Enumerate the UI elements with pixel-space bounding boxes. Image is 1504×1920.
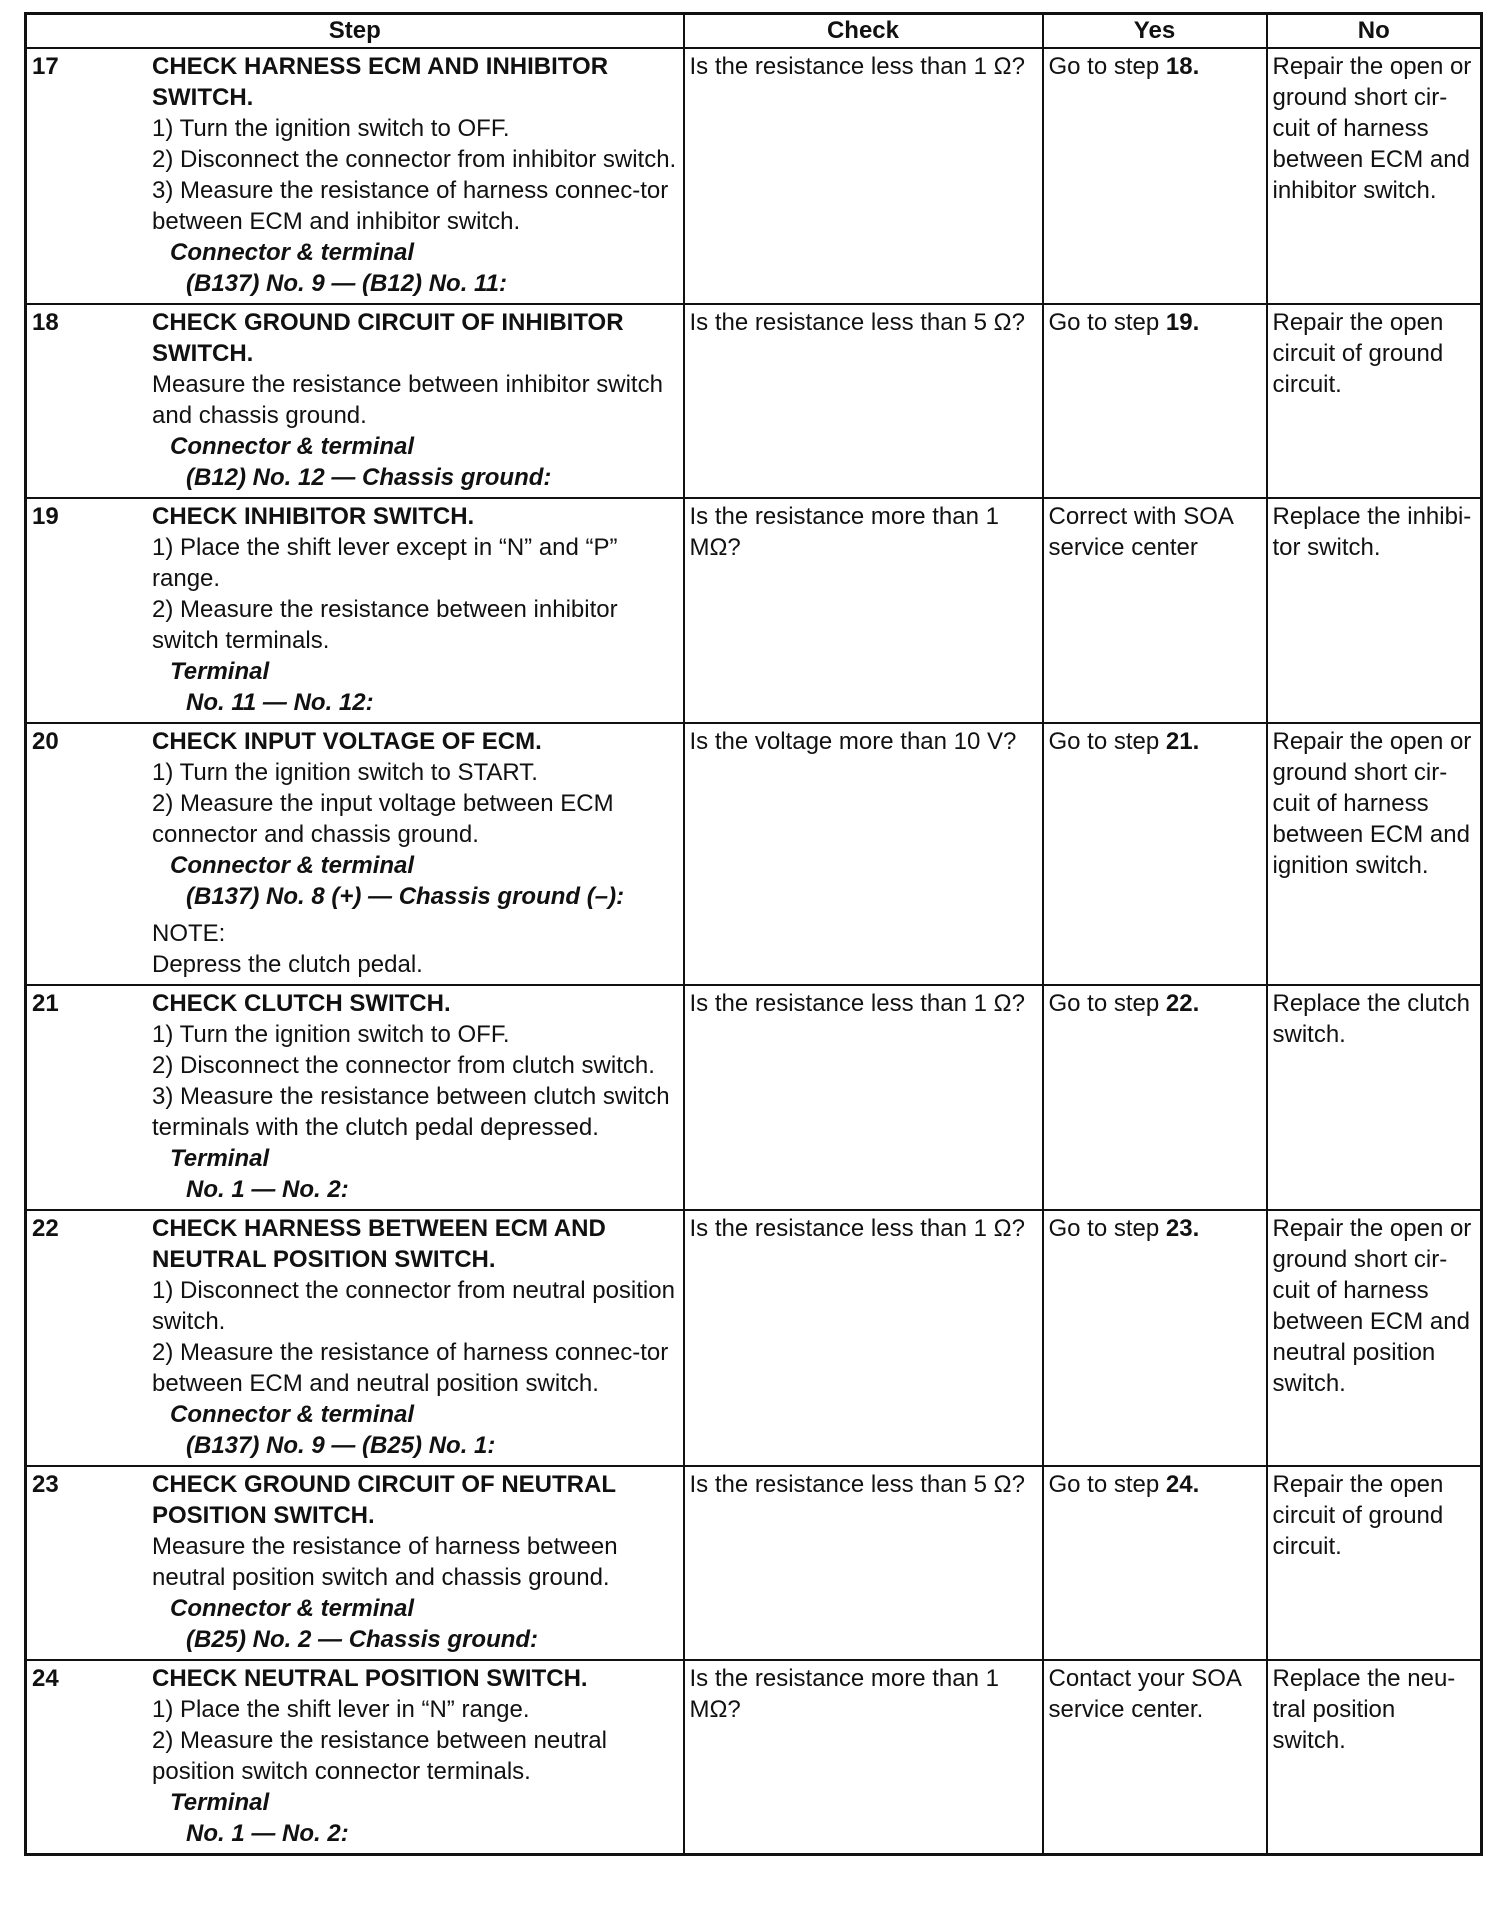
step-number: 22 [32, 1215, 59, 1242]
check-cell: Is the resistance more than 1 MΩ? [684, 498, 1043, 723]
step-cell [26, 1660, 684, 1855]
header-step: Step [26, 14, 684, 49]
table-row [26, 48, 1482, 304]
yes-step-link: 23. [1165, 1215, 1200, 1242]
step-instruction: 2) Disconnect the connector from inhibitor switch. [152, 146, 677, 173]
step-body [152, 988, 678, 1205]
connector-terminal-value: (B12) No. 12 — Chassis ground: [186, 464, 552, 491]
step-title: CHECK GROUND CIRCUIT OF INHIBITOR SWITCH. [152, 309, 624, 367]
connector-label: Terminal [170, 1789, 270, 1816]
header-yes: Yes [1043, 14, 1267, 49]
no-cell: Replace the neu-tral position switch. [1267, 1660, 1482, 1855]
connector-label: Connector & terminal [170, 433, 415, 460]
no-cell: Repair the open circuit of ground circuit. [1267, 304, 1482, 498]
step-body [152, 51, 678, 299]
yes-prefix: Go to step [1048, 309, 1166, 336]
step-title: CHECK INPUT VOLTAGE OF ECM. [152, 728, 542, 755]
step-instruction: 3) Measure the resistance of harness connec-tor between ECM and inhibitor switch. [152, 177, 669, 235]
yes-prefix: Go to step [1048, 990, 1166, 1017]
yes-cell [1043, 48, 1267, 304]
step-instruction: Measure the resistance of harness between neutral position switch and chassis ground. [152, 1533, 618, 1591]
yes-cell [1043, 1466, 1267, 1660]
connector-terminal-value: No. 11 — No. 12: [186, 689, 374, 716]
step-title: CHECK NEUTRAL POSITION SWITCH. [152, 1665, 588, 1692]
yes-cell [1043, 498, 1267, 723]
step-cell [26, 723, 684, 985]
check-cell: Is the resistance less than 1 Ω? [684, 1210, 1043, 1466]
step-instruction: 3) Measure the resistance between clutch switch terminals with the clutch pedal depressed. [152, 1083, 670, 1141]
step-instruction: 1) Turn the ignition switch to OFF. [152, 1021, 510, 1048]
step-number: 20 [32, 728, 59, 755]
table-row [26, 1210, 1482, 1466]
check-cell: Is the voltage more than 10 V? [684, 723, 1043, 985]
yes-text: Correct with SOA service center [1048, 503, 1233, 561]
yes-cell [1043, 985, 1267, 1210]
step-instruction: 1) Turn the ignition switch to START. [152, 759, 538, 786]
note-label: NOTE: [152, 920, 226, 947]
table-row [26, 985, 1482, 1210]
step-number: 17 [32, 53, 59, 80]
no-cell: Repair the open or ground short cir-cuit of harness between ECM and ignition switch. [1267, 723, 1482, 985]
header-no: No [1267, 14, 1482, 49]
yes-cell [1043, 1210, 1267, 1466]
step-cell [26, 1466, 684, 1660]
no-cell: Replace the inhibi-tor switch. [1267, 498, 1482, 723]
connector-terminal-value: (B25) No. 2 — Chassis ground: [186, 1626, 539, 1653]
yes-step-link: 24. [1165, 1471, 1200, 1498]
step-title: CHECK HARNESS ECM AND INHIBITOR SWITCH. [152, 53, 609, 111]
step-number: 24 [32, 1665, 59, 1692]
check-cell: Is the resistance less than 1 Ω? [684, 985, 1043, 1210]
step-body [152, 501, 678, 718]
yes-cell [1043, 723, 1267, 985]
check-cell: Is the resistance less than 5 Ω? [684, 304, 1043, 498]
yes-prefix: Go to step [1048, 728, 1166, 755]
yes-text: Contact your SOA service center. [1048, 1665, 1241, 1723]
step-title: CHECK CLUTCH SWITCH. [152, 990, 451, 1017]
step-instruction: 2) Measure the resistance of harness connec-tor between ECM and neutral position switch. [152, 1339, 669, 1397]
table-row [26, 1466, 1482, 1660]
note-text: Depress the clutch pedal. [152, 951, 423, 978]
yes-cell [1043, 1660, 1267, 1855]
yes-cell [1043, 304, 1267, 498]
yes-step-link: 21. [1165, 728, 1200, 755]
connector-label: Terminal [170, 658, 270, 685]
step-number: 23 [32, 1471, 59, 1498]
connector-label: Connector & terminal [170, 1595, 415, 1622]
check-cell: Is the resistance more than 1 MΩ? [684, 1660, 1043, 1855]
connector-label: Connector & terminal [170, 852, 415, 879]
diagnostic-table [24, 12, 1483, 1856]
connector-label: Terminal [170, 1145, 270, 1172]
step-instruction: 1) Turn the ignition switch to OFF. [152, 115, 510, 142]
table-body [26, 48, 1482, 1855]
table-row [26, 304, 1482, 498]
yes-step-link: 19. [1165, 309, 1200, 336]
yes-step-link: 18. [1165, 53, 1200, 80]
connector-terminal-value: No. 1 — No. 2: [186, 1820, 349, 1847]
check-cell: Is the resistance less than 5 Ω? [684, 1466, 1043, 1660]
step-cell [26, 498, 684, 723]
no-cell: Replace the clutch switch. [1267, 985, 1482, 1210]
step-instruction: 2) Measure the resistance between neutral position switch connector terminals. [152, 1727, 607, 1785]
connector-label: Connector & terminal [170, 1401, 415, 1428]
connector-terminal-value: (B137) No. 9 — (B12) No. 11: [186, 270, 507, 297]
step-instruction: Measure the resistance between inhibitor switch and chassis ground. [152, 371, 663, 429]
no-cell: Repair the open circuit of ground circuit. [1267, 1466, 1482, 1660]
table-row [26, 498, 1482, 723]
step-cell [26, 48, 684, 304]
connector-terminal-value: (B137) No. 8 (+) — Chassis ground (–): [186, 883, 625, 910]
table-row [26, 1660, 1482, 1855]
step-instruction: 1) Disconnect the connector from neutral position switch. [152, 1277, 675, 1335]
yes-step-link: 22. [1165, 990, 1200, 1017]
yes-prefix: Go to step [1048, 1471, 1166, 1498]
table-header-row [26, 14, 1482, 49]
diagnostic-sheet [24, 12, 1480, 1912]
step-body [152, 1469, 678, 1655]
table-row [26, 723, 1482, 985]
step-cell [26, 1210, 684, 1466]
step-title: CHECK GROUND CIRCUIT OF NEUTRAL POSITION SWITCH. [152, 1471, 616, 1529]
connector-terminal-value: (B137) No. 9 — (B25) No. 1: [186, 1432, 496, 1459]
connector-terminal-value: No. 1 — No. 2: [186, 1176, 349, 1203]
step-instruction: 2) Disconnect the connector from clutch switch. [152, 1052, 655, 1079]
step-instruction: 1) Place the shift lever in “N” range. [152, 1696, 530, 1723]
step-body [152, 1213, 678, 1461]
step-body [152, 1663, 678, 1849]
step-body [152, 726, 678, 980]
yes-prefix: Go to step [1048, 53, 1166, 80]
step-cell [26, 304, 684, 498]
step-cell [26, 985, 684, 1210]
step-number: 21 [32, 990, 59, 1017]
yes-prefix: Go to step [1048, 1215, 1166, 1242]
step-number: 19 [32, 503, 59, 530]
step-number: 18 [32, 309, 59, 336]
step-body [152, 307, 678, 493]
connector-label: Connector & terminal [170, 239, 415, 266]
no-cell: Repair the open or ground short cir-cuit of harness between ECM and inhibitor switch. [1267, 48, 1482, 304]
step-title: CHECK HARNESS BETWEEN ECM AND NEUTRAL POSITION SWITCH. [152, 1215, 606, 1273]
step-title: CHECK INHIBITOR SWITCH. [152, 503, 475, 530]
header-check: Check [684, 14, 1043, 49]
step-instruction: 2) Measure the input voltage between ECM connector and chassis ground. [152, 790, 614, 848]
check-cell: Is the resistance less than 1 Ω? [684, 48, 1043, 304]
no-cell: Repair the open or ground short cir-cuit of harness between ECM and neutral position switch. [1267, 1210, 1482, 1466]
step-instruction: 1) Place the shift lever except in “N” and “P” range. [152, 534, 618, 592]
step-instruction: 2) Measure the resistance between inhibitor switch terminals. [152, 596, 618, 654]
